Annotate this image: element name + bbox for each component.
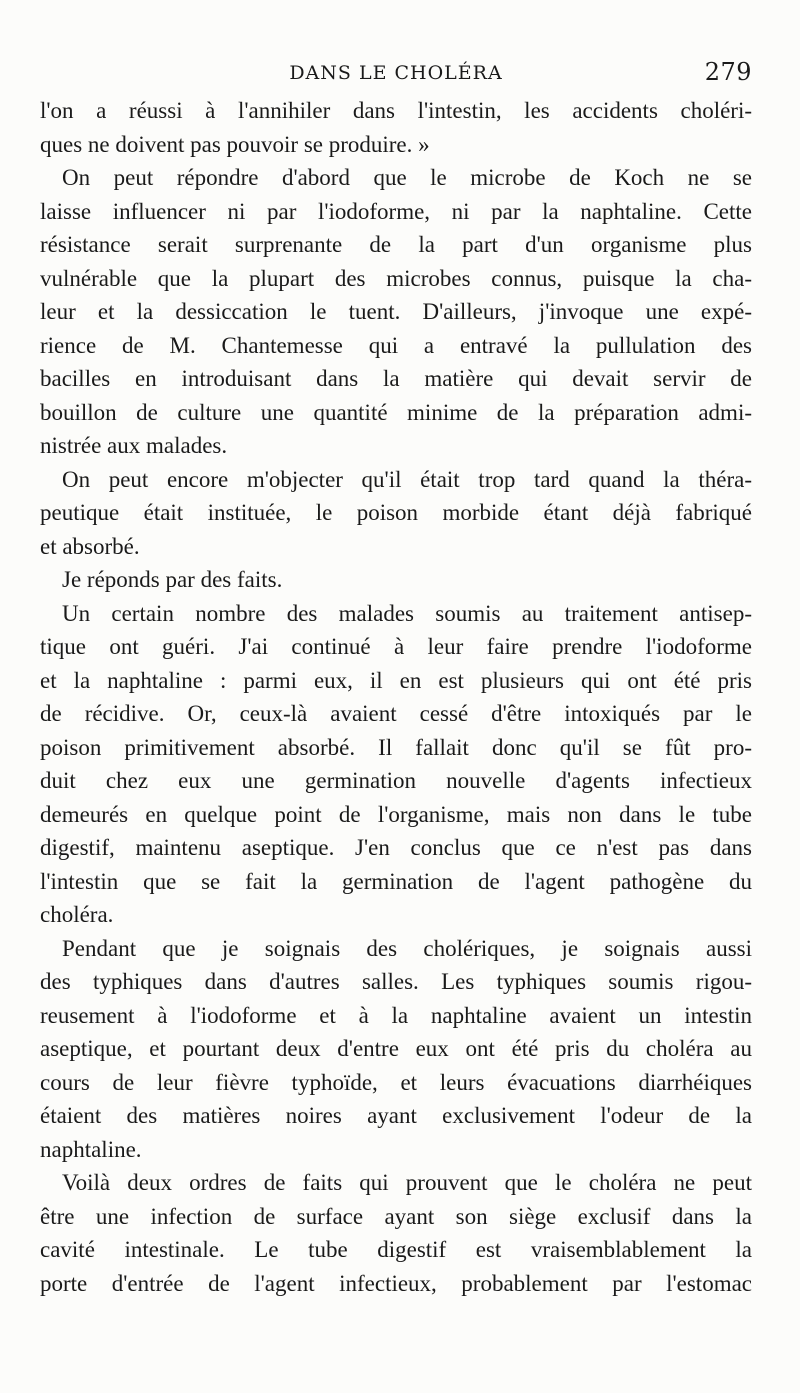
- page-header: [40, 58, 752, 90]
- text-line: bacilles en introduisant dans la matière qui devait servir de: [40, 366, 752, 391]
- text-line: ques ne doivent pas pouvoir se produire. »: [40, 131, 430, 157]
- text-line: leur et la dessiccation le tuent. D'ailleurs, j'invoque une expé-: [40, 299, 752, 324]
- text-line: poison primitivement absorbé. Il fallait donc qu'il se fût pro-: [40, 734, 752, 760]
- text-line: l'on a réussi à l'annihiler dans l'intestin, les accidents choléri-: [40, 98, 752, 123]
- text-line: et la naphtaline : parmi eux, il en est plusieurs qui ont été pris: [40, 667, 752, 693]
- text-line: Voilà deux ordres de faits qui prouvent que le choléra ne peut: [62, 1170, 752, 1195]
- running-title: DANS LE CHOLÉRA: [289, 62, 503, 84]
- text-line: l'intestin que se fait la germination de l'agent pathogène du: [40, 868, 752, 894]
- text-line: nistrée aux malades.: [40, 433, 228, 458]
- text-line: et absorbé.: [40, 533, 140, 559]
- text-line: être une infection de surface ayant son siège exclusif dans la: [40, 1203, 752, 1229]
- text-line: aseptique, et pourtant deux d'entre eux ont été pris du choléra au: [40, 1036, 752, 1061]
- page-number: 279: [704, 58, 752, 86]
- text-line: peutique était instituée, le poison morbide étant déjà fabriqué: [40, 500, 752, 525]
- text-line: Je réponds par des faits.: [62, 567, 283, 592]
- text-line: cours de leur fièvre typhoïde, et leurs évacuations diarrhéiques: [40, 1069, 752, 1095]
- text-line: vulnérable que la plupart des microbes connus, puisque la cha-: [40, 265, 752, 291]
- text-line: porte d'entrée de l'agent infectieux, probablement par l'estomac: [40, 1270, 752, 1296]
- text-line: Un certain nombre des malades soumis au traitement antisep-: [62, 600, 752, 626]
- text-line: duit chez eux une germination nouvelle d'agents infectieux: [40, 768, 752, 793]
- text-line: choléra.: [40, 902, 114, 927]
- text-line: rience de M. Chantemesse qui a entravé la pullulation des: [40, 332, 752, 358]
- text-line: résistance serait surprenante de la part d'un organisme plus: [40, 232, 752, 257]
- text-line: des typhiques dans d'autres salles. Les typhiques soumis rigou-: [40, 969, 752, 994]
- text-line: bouillon de culture une quantité minime de la préparation admi-: [40, 399, 752, 425]
- text-line: demeurés en quelque point de l'organisme, mais non dans le tube: [40, 801, 752, 827]
- text-line: cavité intestinale. Le tube digestif est vraisemblablement la: [40, 1237, 752, 1262]
- text-line: reusement à l'iodoforme et à la naphtaline avaient un intestin: [40, 1002, 752, 1028]
- text-line: On peut répondre d'abord que le microbe de Koch ne se: [62, 165, 752, 190]
- text-line: laisse influencer ni par l'iodoforme, ni par la naphtaline. Cette: [40, 198, 752, 224]
- text-line: digestif, maintenu aseptique. J'en conclus que ce n'est pas dans: [40, 835, 752, 860]
- text-line: naphtaline.: [40, 1136, 142, 1162]
- text-line: Pendant que je soignais des cholériques, je soignais aussi: [62, 935, 752, 961]
- text-line: étaient des matières noires ayant exclusivement l'odeur de la: [40, 1103, 752, 1128]
- text-line: On peut encore m'objecter qu'il était trop tard quand la théra-: [62, 466, 752, 492]
- text-line: tique ont guéri. J'ai continué à leur faire prendre l'iodoforme: [40, 634, 752, 659]
- text-line: de récidive. Or, ceux-là avaient cessé d'être intoxiqués par le: [40, 701, 752, 726]
- body-text: [40, 94, 752, 1300]
